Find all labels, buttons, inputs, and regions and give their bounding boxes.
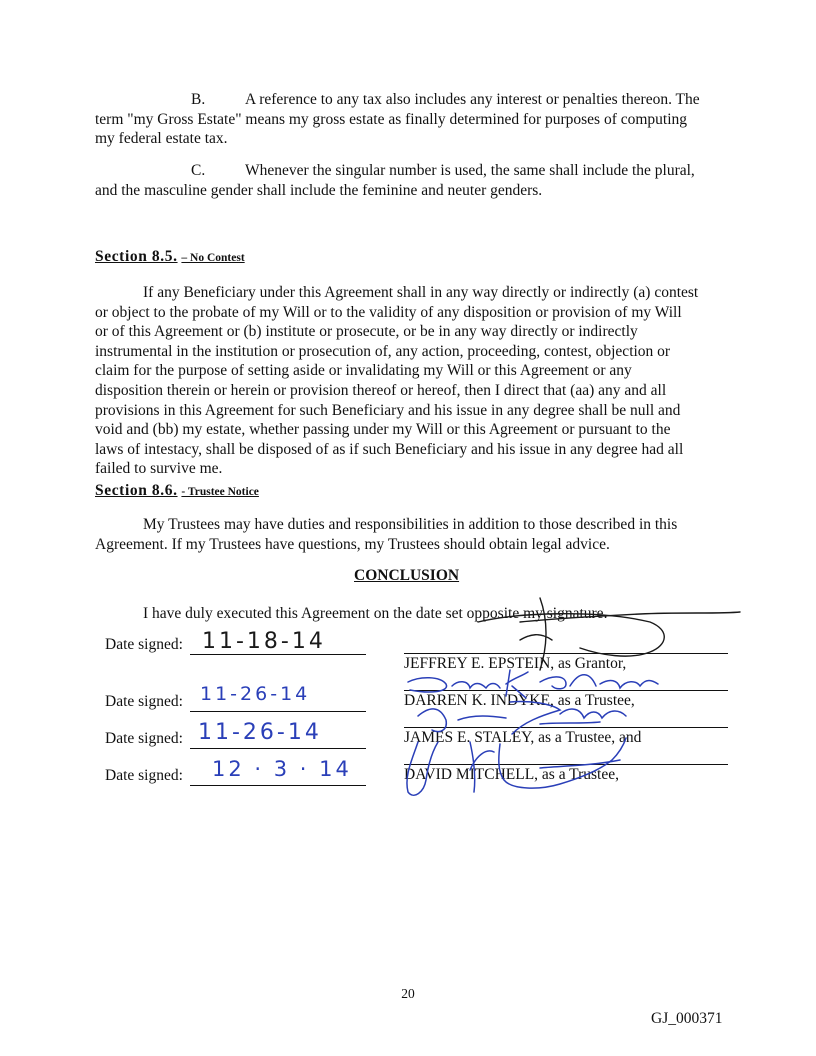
handwritten-date-1: 11-18-14: [202, 629, 326, 654]
conclusion-statement: [143, 604, 743, 624]
paragraph-c-letter: C.: [191, 162, 206, 179]
section-8-5-line: disposition therein or herein or provision thereof or hereof, then I direct that (aa) any and all: [95, 381, 667, 399]
section-8-5-heading: [95, 248, 245, 266]
section-8-5-line: failed to survive me.: [95, 460, 223, 478]
paragraph-c: [95, 161, 721, 200]
section-8-5-body: [95, 283, 721, 479]
section-8-6-line: My Trustees may have duties and responsibilities in addition to those described in this: [143, 516, 678, 533]
page-number: 20: [401, 986, 415, 1001]
signatory-name-2: DARREN K. INDYKE, as a Trustee,: [404, 692, 635, 709]
date-label: Date signed:: [105, 730, 183, 747]
date-line: [190, 654, 366, 655]
section-8-6-body: [95, 515, 721, 554]
section-8-6-subtitle: - Trustee Notice: [181, 486, 259, 498]
signatory-name-1: JEFFREY E. EPSTEIN, as Grantor,: [404, 655, 627, 672]
section-8-5-line: or of this Agreement or (b) institute or prosecute, or be in any way directly or indirectly: [95, 323, 638, 341]
section-8-5-line: or object to the probate of my Will or to the validity of any disposition or provision of my Will: [95, 303, 682, 321]
section-8-5-line: claim for the purpose of setting aside or invalidating my Will or this Agreement or any: [95, 362, 632, 380]
date-line: [190, 711, 366, 712]
paragraph-b-letter: B.: [191, 91, 206, 108]
paragraph-b: [95, 90, 721, 149]
handwritten-date-3: 11-26-14: [198, 720, 322, 745]
signatory-name-4: DAVID MITCHELL, as a Trustee,: [404, 766, 619, 783]
signature-line: [404, 653, 728, 654]
section-8-6-line: Agreement. If my Trustees have questions, my Trustees should obtain legal advice.: [95, 535, 610, 553]
date-row-1: [105, 636, 183, 654]
signature-line: [404, 764, 728, 765]
handwritten-date-2: 11-26-14: [200, 683, 311, 705]
date-label: Date signed:: [105, 767, 183, 784]
signature-line: [404, 690, 728, 691]
signature-line: [404, 727, 728, 728]
conclusion-statement-text: I have duly executed this Agreement on the date set opposite my signature.: [143, 605, 608, 622]
section-8-5-number: Section 8.5.: [95, 248, 178, 265]
section-8-5-line: laws of intestacy, shall be disposed of as if such Beneficiary and his issue in any degree had all: [95, 440, 684, 458]
date-label: Date signed:: [105, 636, 183, 653]
conclusion-heading: CONCLUSION: [354, 567, 460, 584]
section-8-5-line: void and (bb) my estate, whether passing under my Will or this Agreement or pursuant to the: [95, 421, 671, 439]
date-row-2: [105, 693, 183, 711]
paragraph-b-line-2: term "my Gross Estate" means my gross estate as finally determined for purposes of computing: [95, 110, 688, 128]
section-8-5-line: instrumental in the institution or prosecution of, any action, proceeding, contest, objection or: [95, 342, 671, 360]
bates-number: GJ_000371: [651, 1010, 723, 1027]
paragraph-c-line-2: and the masculine gender shall include the feminine and neuter genders.: [95, 181, 543, 199]
paragraph-b-line-1: A reference to any tax also includes any interest or penalties thereon. The: [245, 91, 700, 108]
section-8-5-line: If any Beneficiary under this Agreement shall in any way directly or indirectly (a) contest: [143, 284, 699, 301]
handwritten-date-4: 12 · 3 · 14: [212, 757, 352, 781]
date-row-4: [105, 767, 183, 785]
date-label: Date signed:: [105, 693, 183, 710]
section-8-5-line: provisions in this Agreement for such Beneficiary and his issue in any degree shall be null and: [95, 401, 681, 419]
paragraph-c-line-1: Whenever the singular number is used, the same shall include the plural,: [245, 162, 695, 179]
section-8-5-subtitle: – No Contest: [181, 252, 245, 264]
date-row-3: [105, 730, 183, 748]
section-8-6-heading: [95, 482, 259, 500]
paragraph-b-line-3: my federal estate tax.: [95, 130, 228, 148]
section-8-6-number: Section 8.6.: [95, 482, 178, 499]
date-line: [190, 748, 366, 749]
signatory-name-3: JAMES E. STALEY, as a Trustee, and: [404, 729, 642, 746]
date-line: [190, 785, 366, 786]
